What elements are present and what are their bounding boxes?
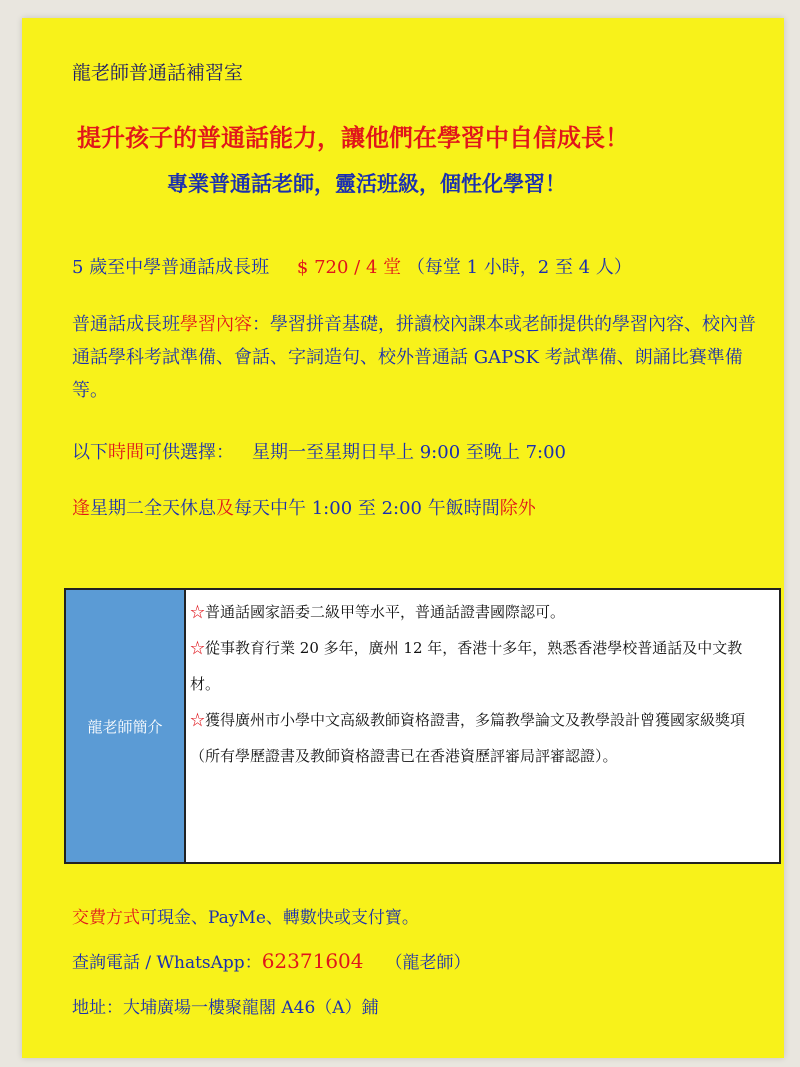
shop-name: 龍老師普通話補習室 — [72, 62, 244, 84]
contact-phone[interactable]: 62371604 — [261, 949, 364, 973]
payment-text: 可現金、PayMe、轉數快或支付寶。 — [140, 908, 419, 928]
course-detail: （每堂 1 小時，2 至 4 人） — [406, 257, 632, 278]
availability-schedule: 星期一至星期日早上 9:00 至晚上 7:00 — [252, 442, 567, 463]
teacher-intro-list — [186, 590, 779, 862]
intro-item — [190, 594, 771, 630]
intro-item-text: 普通話國家語委二級甲等水平，普通話證書國際認可。 — [205, 603, 566, 621]
intro-item — [190, 702, 771, 774]
star-icon: ☆ — [190, 603, 206, 621]
subheadline: 專業普通話老師，靈活班級，個性化學習！ — [167, 171, 566, 196]
teacher-intro-table — [64, 588, 781, 864]
availability-line — [72, 438, 566, 464]
course-name: 5 歲至中學普通話成長班 — [72, 257, 270, 278]
exception-part-5: 除外 — [499, 498, 536, 519]
headline: 提升孩子的普通話能力，讓他們在學習中自信成長！ — [77, 123, 629, 152]
course-line — [72, 253, 632, 279]
availability-highlight: 時間 — [108, 442, 144, 463]
availability-suffix: 可供選擇： — [144, 442, 234, 463]
intro-item-text: 獲得廣州市小學中文高級教師資格證書，多篇教學論文及教學設計曾獲國家級獎項（所有學歷證書及教師資格證書已在香港資歷評審局評審認證）。 — [190, 711, 746, 765]
content-prefix: 普通話成長班 — [72, 314, 180, 335]
exception-line — [72, 494, 536, 520]
teacher-intro-label: 龍老師簡介 — [66, 590, 186, 862]
payment-label: 交費方式 — [72, 908, 140, 928]
star-icon: ☆ — [190, 639, 206, 657]
contact-name: （龍老師） — [385, 953, 471, 973]
exception-part-2: 星期二全天休息 — [90, 498, 216, 519]
exception-part-4: 每天中午 1:00 至 2:00 午飯時間 — [234, 498, 500, 519]
flyer-sheet — [22, 18, 784, 1058]
contact-label: 查詢電話 / WhatsApp： — [72, 953, 262, 973]
contact-line — [72, 948, 471, 973]
availability-prefix: 以下 — [72, 442, 108, 463]
exception-part-3: 及 — [216, 498, 234, 519]
star-icon: ☆ — [190, 711, 206, 729]
payment-line — [72, 903, 419, 928]
intro-item — [190, 630, 771, 702]
intro-item-text: 從事教育行業 20 多年，廣州 12 年，香港十多年，熟悉香港學校普通話及中文教材。 — [190, 639, 743, 693]
content-highlight: 學習內容 — [180, 314, 252, 335]
course-price: $ 720 / 4 堂 — [296, 257, 402, 278]
exception-part-1: 逢 — [72, 498, 90, 519]
content-text: ：學習拼音基礎，拼讀校內課本或老師提供的學習內容、校內普通話學科考試準備、會話、字詞造句、校外普通話 GAPSK 考試準備、朗誦比賽準備等。 — [72, 314, 756, 401]
address: 地址：大埔廣場一樓聚龍閣 A46（A）鋪 — [72, 998, 379, 1018]
learning-content — [72, 308, 762, 407]
